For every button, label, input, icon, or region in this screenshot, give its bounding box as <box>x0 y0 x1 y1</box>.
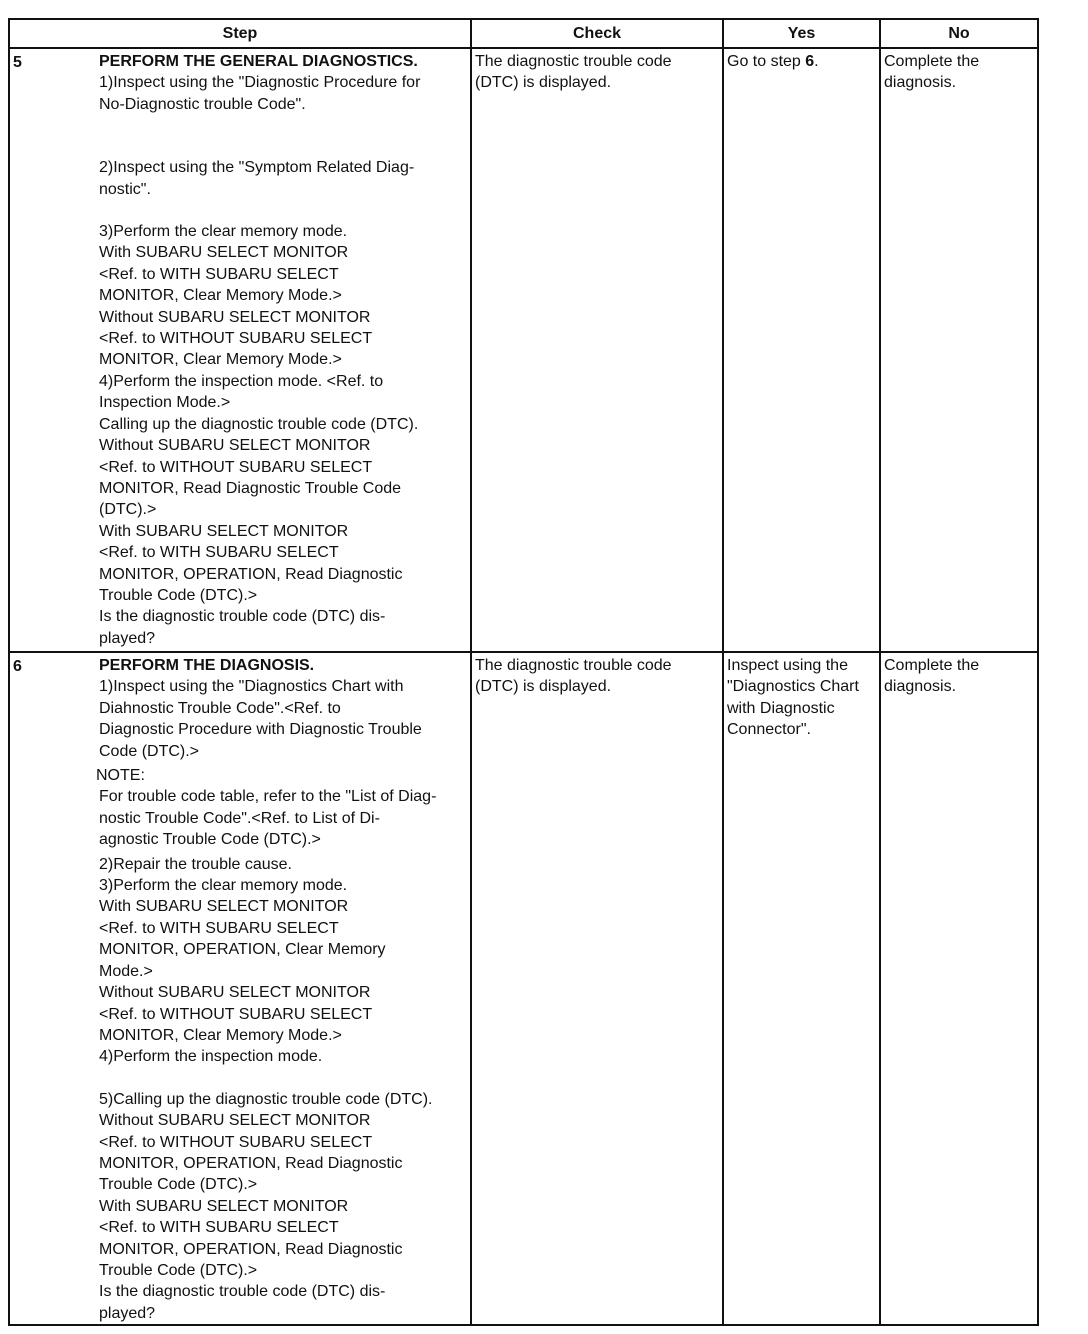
step-5-part-c <box>99 221 464 649</box>
text-line: 3)Perform the clear memory mode. <box>99 877 348 895</box>
step-5-part-a <box>99 72 464 115</box>
text-line: nostic Trouble Code".<Ref. to List of Di- <box>99 809 380 827</box>
text-line: MONITOR, Clear Memory Mode.> <box>99 287 342 305</box>
text-line: MONITOR, OPERATION, Clear Memory <box>99 941 386 959</box>
text-line: Without SUBARU SELECT MONITOR <box>99 308 371 326</box>
text-line: <Ref. to WITH SUBARU SELECT <box>99 544 339 562</box>
text-line: Without SUBARU SELECT MONITOR <box>99 437 371 455</box>
yes-text-suffix: . <box>814 53 819 70</box>
note-block <box>96 765 464 851</box>
text-line: Trouble Code (DTC).> <box>99 586 258 604</box>
note-label: NOTE: <box>96 767 145 785</box>
text-line: With SUBARU SELECT MONITOR <box>99 898 349 916</box>
step-cell-6 <box>9 652 471 1325</box>
text-line: Without SUBARU SELECT MONITOR <box>99 984 371 1002</box>
text-line: <Ref. to WITH SUBARU SELECT <box>99 1219 339 1237</box>
text-line: 4)Perform the inspection mode. <box>99 1048 323 1066</box>
check-text: The diagnostic trouble code <box>475 53 672 70</box>
text-line: MONITOR, Clear Memory Mode.> <box>99 1026 342 1044</box>
no-text: Complete the <box>884 657 980 674</box>
text-line: <Ref. to WITH SUBARU SELECT <box>99 919 339 937</box>
text-line: MONITOR, OPERATION, Read Diagnostic <box>99 1154 403 1172</box>
text-line: (DTC).> <box>99 501 157 519</box>
text-line: With SUBARU SELECT MONITOR <box>99 1197 349 1215</box>
text-line: 4)Perform the inspection mode. <Ref. to <box>99 372 384 390</box>
check-text: (DTC) is displayed. <box>475 678 612 696</box>
step-title-6: PERFORM THE DIAGNOSIS. <box>99 657 315 674</box>
diagnostic-table <box>8 18 1039 1326</box>
text-line: 1)Inspect using the "Diagnostics Chart with <box>99 678 404 696</box>
text-line: 5)Calling up the diagnostic trouble code (DTC). <box>99 1090 433 1108</box>
table-row-5 <box>9 48 1038 652</box>
text-line: <Ref. to WITHOUT SUBARU SELECT <box>99 330 373 348</box>
text-line: <Ref. to WITH SUBARU SELECT <box>99 265 339 283</box>
text-line: Is the diagnostic trouble code (DTC) dis- <box>99 1283 386 1301</box>
yes-text: Connector". <box>727 721 811 739</box>
check-text: The diagnostic trouble code <box>475 657 672 674</box>
step-title-5: PERFORM THE GENERAL DIAGNOSTICS. <box>99 53 418 70</box>
text-line: Mode.> <box>99 962 153 980</box>
step-6-part-a <box>99 676 464 762</box>
text-line: played? <box>99 1304 156 1322</box>
text-line: MONITOR, Read Diagnostic Trouble Code <box>99 479 402 497</box>
no-text: diagnosis. <box>884 678 957 696</box>
text-line: Without SUBARU SELECT MONITOR <box>99 1112 371 1130</box>
header-check: Check <box>471 19 723 48</box>
yes-cell-6 <box>723 652 880 1325</box>
text-line: Code (DTC).> <box>99 742 200 760</box>
no-cell-5 <box>880 48 1038 652</box>
text-line: Trouble Code (DTC).> <box>99 1261 258 1279</box>
text-line: MONITOR, OPERATION, Read Diagnostic <box>99 1240 403 1258</box>
text-line: 2)Inspect using the "Symptom Related Diag- <box>99 159 415 177</box>
text-line: No-Diagnostic trouble Code". <box>99 95 306 113</box>
header-row <box>9 19 1038 48</box>
text-line: MONITOR, Clear Memory Mode.> <box>99 351 342 369</box>
yes-step-ref: 6 <box>805 53 815 70</box>
check-cell-6 <box>471 652 723 1325</box>
step-5-part-b <box>99 157 464 200</box>
text-line: <Ref. to WITHOUT SUBARU SELECT <box>99 458 373 476</box>
yes-text: with Diagnostic <box>727 699 835 717</box>
no-text: Complete the <box>884 53 980 70</box>
header-yes: Yes <box>723 19 880 48</box>
step-6-part-c <box>99 1089 464 1324</box>
text-line: nostic". <box>99 180 151 198</box>
yes-text: Inspect using the <box>727 657 848 674</box>
step-number-5: 5 <box>13 54 22 71</box>
step-6-part-b <box>99 854 464 1068</box>
yes-text: "Diagnostics Chart <box>727 678 859 696</box>
text-line: Inspection Mode.> <box>99 394 231 412</box>
text-line: Is the diagnostic trouble code (DTC) dis- <box>99 608 386 626</box>
text-line: MONITOR, OPERATION, Read Diagnostic <box>99 565 403 583</box>
text-line: Diagnostic Procedure with Diagnostic Trouble <box>99 721 422 739</box>
text-line: Calling up the diagnostic trouble code (DTC). <box>99 415 419 433</box>
text-line: <Ref. to WITHOUT SUBARU SELECT <box>99 1133 373 1151</box>
text-line: played? <box>99 629 156 647</box>
check-text: (DTC) is displayed. <box>475 74 612 92</box>
text-line: With SUBARU SELECT MONITOR <box>99 522 349 540</box>
step-cell-5 <box>9 48 471 652</box>
text-line: 1)Inspect using the "Diagnostic Procedure for <box>99 74 421 92</box>
text-line: 3)Perform the clear memory mode. <box>99 223 348 241</box>
text-line: <Ref. to WITHOUT SUBARU SELECT <box>99 1005 373 1023</box>
text-line: agnostic Trouble Code (DTC).> <box>99 831 321 849</box>
no-text: diagnosis. <box>884 74 957 92</box>
table-row-6 <box>9 652 1038 1325</box>
text-line: 2)Repair the trouble cause. <box>99 855 292 873</box>
yes-text: Go to step <box>727 53 806 70</box>
header-step: Step <box>9 19 471 48</box>
check-cell-5 <box>471 48 723 652</box>
yes-cell-5 <box>723 48 880 652</box>
text-line: Trouble Code (DTC).> <box>99 1176 258 1194</box>
text-line: With SUBARU SELECT MONITOR <box>99 244 349 262</box>
step-number-6: 6 <box>13 658 22 675</box>
header-no: No <box>880 19 1038 48</box>
no-cell-6 <box>880 652 1038 1325</box>
text-line: For trouble code table, refer to the "List of Diag- <box>99 788 437 806</box>
text-line: Diahnostic Trouble Code".<Ref. to <box>99 699 341 717</box>
